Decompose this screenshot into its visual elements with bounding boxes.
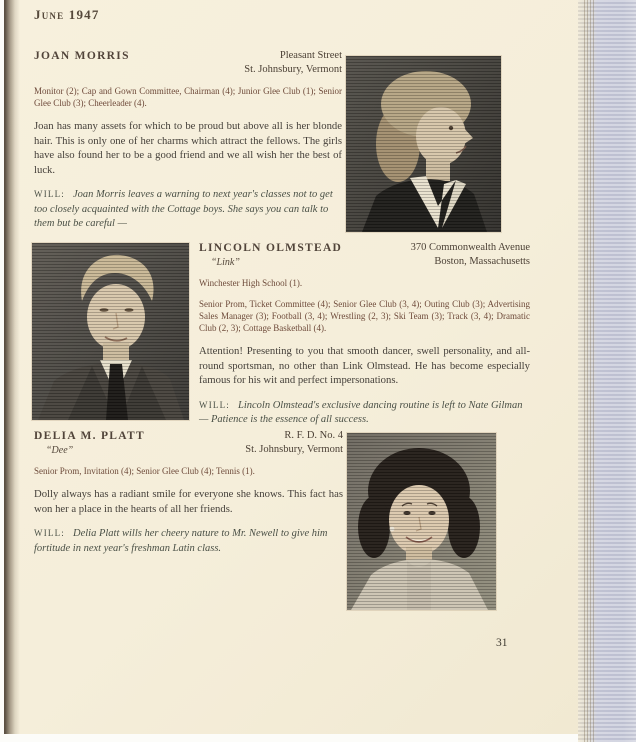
activities-list: Senior Prom, Invitation (4); Senior Glee Club (4); Tennis (1). (34, 466, 255, 477)
name-block (34, 429, 145, 457)
will-label: WILL: (34, 189, 65, 200)
will-text: Delia Platt wills her cheery nature to Mr. Newell to give him fortitude in next year's freshman Latin class. (34, 528, 328, 554)
bio-text: Attention! Presenting to you that smooth dancer, swell personality, and all-round sportsman, no other than Link Olmstead. He has become especially famous for his wit and perfect impersonations. (199, 344, 530, 387)
bio-text: Joan has many assets for which to be proud but above all is her blonde hair. This is only one of her charms which attract the fellows. The girls have also found her to be a good friend and we all wish her the best of luck. (34, 120, 342, 177)
address-line-1: R. F. D. No. 4 (284, 430, 343, 441)
address-line-2: St. Johnsbury, Vermont (244, 64, 342, 76)
entry-joan-morris (34, 49, 342, 242)
activities-list: Monitor (2); Cap and Gown Committee, Chairman (4); Junior Glee Club (1); Senior Glee Club (3); Cheerleader (4). (34, 86, 342, 109)
student-name: LINCOLN OLMSTEAD (199, 242, 343, 254)
student-name: JOAN MORRIS (34, 50, 130, 62)
student-nickname: “Dee” (46, 445, 74, 457)
student-nickname: “Link” (211, 257, 240, 269)
entry-lincoln-olmstead (199, 241, 530, 438)
student-name: DELIA M. PLATT (34, 430, 145, 442)
student-address (244, 49, 342, 77)
student-address (411, 241, 530, 269)
binding-gutter-shadow (4, 0, 20, 734)
page-header-date: June 1947 (34, 7, 100, 22)
page-number: 31 (496, 637, 508, 649)
entry-head (34, 429, 343, 457)
will-text: Joan Morris leaves a warning to next year's classes not to get too closely acquainted with the Cottage boys. She says you can talk to them but be careful — (34, 189, 333, 230)
address-line-2: St. Johnsbury, Vermont (245, 444, 343, 456)
entry-delia-platt (34, 429, 343, 567)
will-text: Lincoln Olmstead's exclusive dancing routine is left to Nate Gilman — Patience is the essence of all success. (199, 399, 523, 426)
bio-text: Dolly always has a radiant smile for everyone she knows. This fact has won her a place in the hearts of all her friends. (34, 488, 343, 515)
address-line-1: Pleasant Street (279, 50, 342, 61)
joan-morris-portrait-photo (346, 56, 501, 232)
will-label: WILL: (199, 399, 230, 410)
will-paragraph (34, 188, 342, 231)
delia-platt-portrait-photo (347, 433, 496, 610)
name-block (199, 241, 342, 269)
student-address (245, 429, 343, 457)
page-edge-lines (584, 0, 594, 742)
address-line-1: 370 Commonwealth Avenue (410, 242, 530, 253)
yearbook-page (4, 0, 581, 734)
lincoln-olmstead-portrait-photo (32, 243, 189, 420)
book-fore-edge (578, 0, 636, 742)
will-label: WILL: (34, 528, 65, 539)
activities-list: Senior Prom, Ticket Committee (4); Senior Glee Club (3, 4); Outing Club (3); Advertising Sales Manager (3); Football (3, 4); Wrestling (2, 3); Ski Team (3); Track (3, 4); Dramatic Club (2, 3); Cottage Basketball (4). (199, 299, 530, 333)
will-paragraph (34, 527, 343, 556)
will-paragraph (199, 399, 530, 428)
entry-head (199, 241, 530, 269)
address-line-2: Boston, Massachusetts (434, 256, 530, 268)
delia-platt-portrait-image (347, 433, 496, 610)
entry-head (34, 49, 342, 77)
lincoln-olmstead-portrait-image (32, 243, 189, 420)
school-line: Winchester High School (1). (199, 278, 303, 289)
joan-morris-portrait-image (346, 56, 501, 232)
